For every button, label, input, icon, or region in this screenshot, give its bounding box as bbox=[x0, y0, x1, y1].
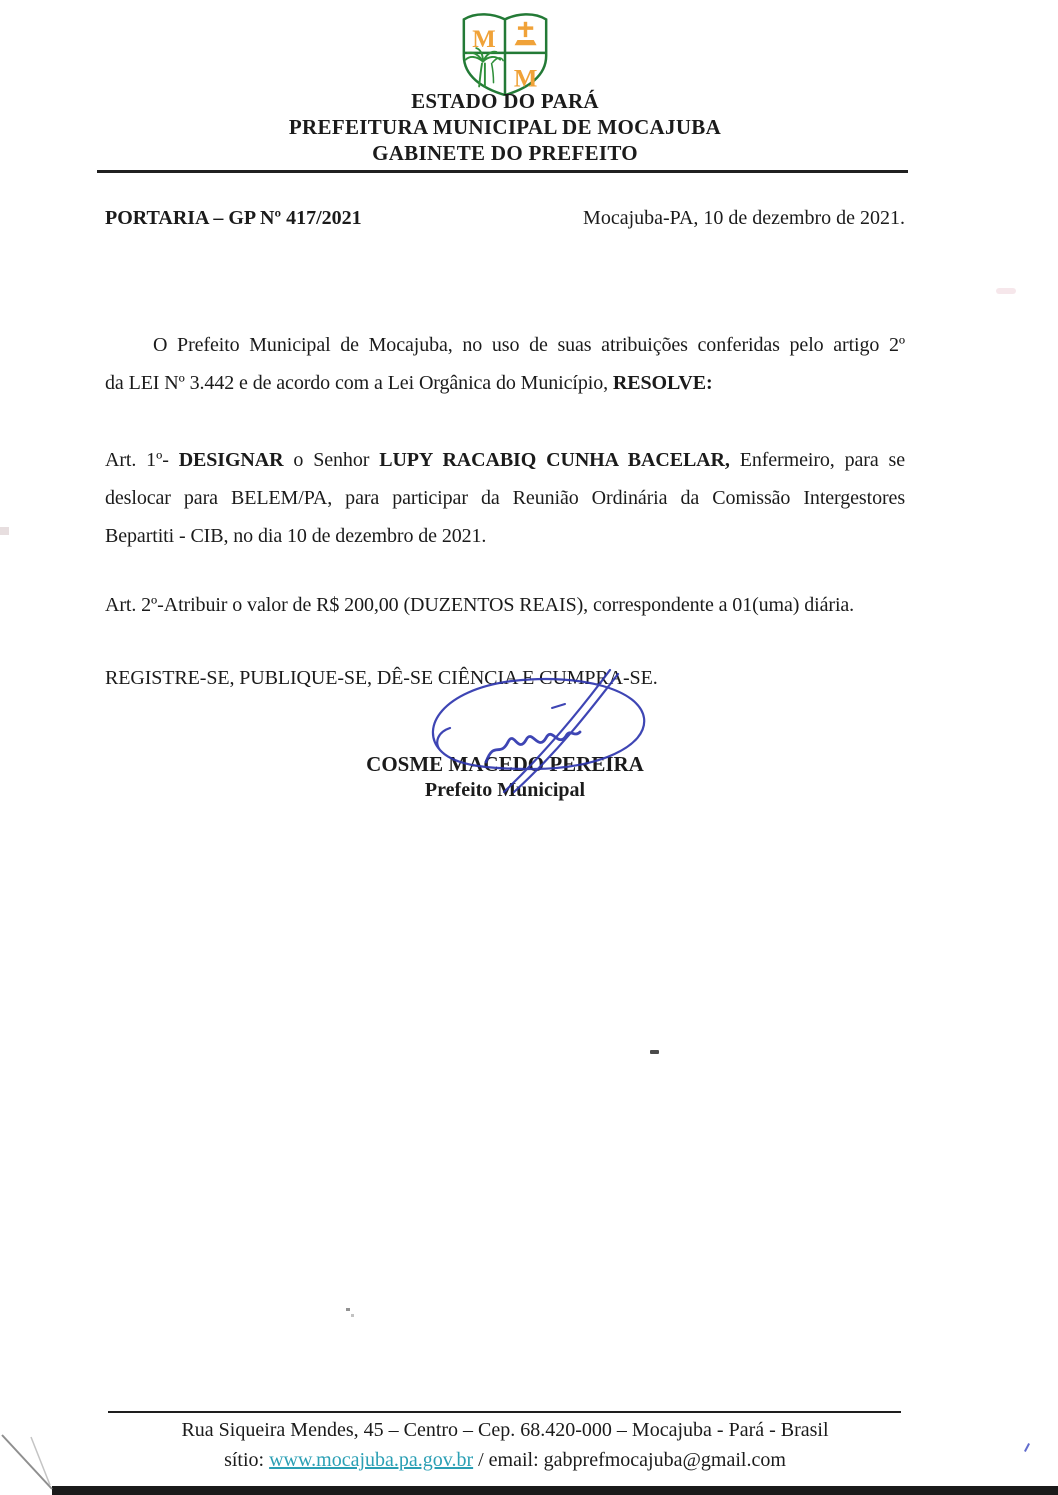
preamble-line1: O Prefeito Municipal de Mocajuba, no uso de suas atribuições conferidas pelo artigo 2º bbox=[153, 334, 905, 356]
appointee-name: LUPY RACABIQ CUNHA BACELAR, bbox=[379, 449, 730, 471]
paragraph-article-1: Art. 1º- DESIGNAR o Senhor LUPY RACABIQ CUNHA BACELAR, Enfermeiro, para se deslocar para BELEM/PA, para participar da Reunião Ordinária da Comissão Intergestores Bepartiti - CIB, no dia 10 de dezembro de 2021. bbox=[105, 449, 906, 547]
footer-address: Rua Siqueira Mendes, 45 – Centro – Cep. 68.420-000 – Mocajuba - Pará - Brasil bbox=[181, 1419, 829, 1441]
signer-role: Prefeito Municipal bbox=[424, 779, 586, 801]
paragraph-preamble bbox=[105, 326, 905, 402]
letterhead-state: ESTADO DO PARÁ bbox=[411, 89, 599, 113]
letterhead bbox=[105, 88, 905, 166]
letterhead-municipality: PREFEITURA MUNICIPAL DE MOCAJUBA bbox=[288, 115, 722, 139]
signer-name: COSME MACEDO PEREIRA bbox=[366, 752, 644, 776]
signature-ink-icon bbox=[402, 666, 674, 796]
scan-artifact-ink-tick bbox=[1024, 1443, 1030, 1452]
municipal-crest bbox=[105, 6, 905, 101]
document-number: PORTARIA – GP Nº 417/2021 bbox=[105, 207, 362, 229]
article1-label: Art. 1º- bbox=[105, 449, 179, 471]
designar-keyword: DESIGNAR bbox=[178, 449, 284, 471]
crest-cross-monument-icon bbox=[515, 22, 537, 45]
scan-corner-fold bbox=[0, 1375, 130, 1495]
paragraph-article-2: Art. 2º-Atribuir o valor de R$ 200,00 (DUZENTOS REAIS), correspondente a 01(uma) diária. bbox=[105, 594, 855, 616]
preamble-line2: da LEI Nº 3.442 e de acordo com a Lei Orgânica do Município, bbox=[105, 372, 613, 394]
dateline: Mocajuba-PA, 10 de dezembro de 2021. bbox=[583, 207, 905, 229]
footer-divider bbox=[108, 1411, 901, 1413]
crest-letter-m-topleft: M bbox=[472, 26, 496, 54]
title-row bbox=[105, 204, 905, 232]
scan-artifact-smudge bbox=[0, 527, 9, 535]
header-divider bbox=[97, 170, 908, 173]
crest-letter-m-bottomright: M bbox=[513, 65, 538, 93]
letterhead-office: GABINETE DO PREFEITO bbox=[372, 141, 638, 165]
site-label: sítio: bbox=[224, 1449, 270, 1471]
resolve-keyword: RESOLVE: bbox=[612, 372, 713, 394]
scan-artifact-speck bbox=[351, 1314, 354, 1317]
scan-artifact-speck bbox=[346, 1308, 350, 1311]
closing-formula: REGISTRE-SE, PUBLIQUE-SE, DÊ-SE CIÊNCIA E CUMPRA-SE. bbox=[105, 667, 658, 689]
scan-edge-bar bbox=[52, 1486, 1058, 1495]
crest-shield-icon bbox=[457, 6, 553, 96]
website-link[interactable]: www.mocajuba.pa.gov.br bbox=[269, 1449, 474, 1471]
scan-artifact-smudge bbox=[996, 288, 1016, 294]
footer-contact-line: sítio: www.mocajuba.pa.gov.br / email: gabprefmocajuba@gmail.com bbox=[224, 1449, 786, 1471]
email-address: gabprefmocajuba@gmail.com bbox=[543, 1449, 786, 1471]
scan-artifact-dash bbox=[650, 1050, 659, 1054]
